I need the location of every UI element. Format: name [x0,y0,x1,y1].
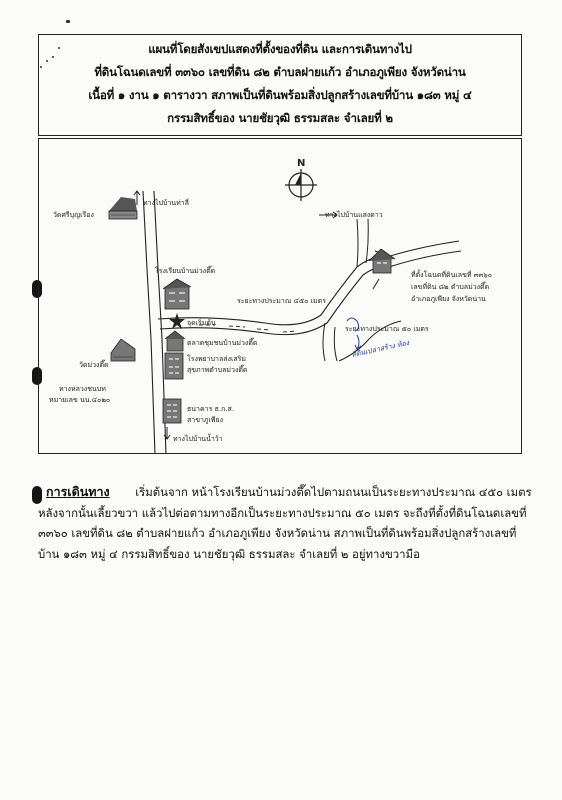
distance-50-label: ระยะทางประมาณ ๕๐ เมตร [345,325,429,333]
travel-title: การเดินทาง [46,484,110,499]
header-area-line: เนื้อที่ ๑ งาน ๑ ตารางวา สภาพเป็นที่ดินพร้อมสิ่งปลูกสร้างเลขที่บ้าน ๑๘๓ หมู่ ๔ [88,88,472,102]
header-title: แผนที่โดยสังเขปแสดงที่ตั้งของที่ดิน และการเดินทางไป [148,42,412,56]
temple-building-icon [109,197,137,219]
scan-speck [66,20,70,23]
side-road-edge-b [334,327,337,361]
school-building-icon [163,279,191,309]
to-tha-li-label: ทางไปบ้านท่าลี่ [143,199,189,207]
travel-text-1: เริ่มต้นจาก หน้าโรงเรียนบ้านม่วงตึ๊ดไปตามถนนเป็นระยะทางประมาณ ๔๕๐ เมตร [135,485,532,499]
to-nam-wa-label: ทางไปบ้านน้ำว้า [173,435,223,443]
highway-label-2: หมายเลข นน.๔๐๒๐ [49,396,111,404]
header-owner-line: กรรมสิทธิ์ของ นายชัยวุฒิ ธรรมสละ จำเลยที่ ๒ [167,111,393,125]
bank-label-1: ธนาคาร ธ.ก.ส. [187,405,235,413]
bank-building-icon [163,399,181,423]
land-label-1: ที่ตั้งโฉนดที่ดินเลขที่ ๓๓๖๐ [411,271,492,279]
side-road-edge-a [323,323,325,361]
travel-line-2: หลังจากนั้นเลี้ยวขวา แล้วไปต่อตามทางอีกเป็นระยะทางประมาณ ๕๐ เมตร จะถึงที่ตั้งที่ดินโฉนดเลขที่ [38,505,527,520]
land-house-icon [369,249,395,273]
handwritten-note: ที่ดินเปล่าสร้าง ห้อง [350,338,410,360]
travel-line-1 [38,482,532,503]
leader-line [373,279,379,289]
distance-450-label: ระยะทางประมาณ ๔๕๐ เมตร [237,297,326,305]
travel-line-3: ๓๓๖๐ เลขที่ดิน ๘๒ ตำบลฝายแก้ว อำเภอภูเพียง จังหวัดน่าน สภาพเป็นที่ดินพร้อมสิ่งปลูกสร้างเลขที่ [38,526,517,540]
temple2-building-icon [111,339,135,361]
travel-description [38,482,532,564]
handwritten-arrow [355,335,361,349]
road-north-edge-b [366,219,368,263]
bank-label-2: สาขาภูเพียง [187,416,224,424]
header-box [38,34,522,136]
road-east-edge-a [387,241,459,257]
school-label: โรงเรียนบ้านม่วงตึ๊ด [155,267,216,275]
land-label-3: อำเภอภูเพียง จังหวัดน่าน [411,295,486,303]
temple1-label: วัดศรีบุญเรือง [53,211,94,219]
start-point-icon [169,313,185,329]
compass-north-label: N [297,158,306,169]
temple2-label: วัดม่วงตึ๊ด [79,361,109,369]
main-road-left-edge [143,191,155,454]
travel-line-4: บ้าน ๑๘๓ หมู่ ๔ กรรมสิทธิ์ของ นายชัยวุฒิ ธรรมสละ จำเลยที่ ๒ อยู่ทางขวามือ [38,546,420,561]
market-label: ตลาดชุมชนบ้านม่วงตึ๊ด [187,339,258,347]
to-saeng-dao-label: ทางไปบ้านแสงดาว [325,211,383,219]
start-point-label: จุดเริ่มต้น [187,319,216,327]
compass-icon [285,169,317,201]
land-label-2: เลขที่ดิน ๘๒ ตำบลม่วงตึ๊ด [411,283,490,291]
highway-label-1: ทางหลวงชนบท [59,385,106,393]
road-north-edge-a [357,219,358,267]
hospital-building-icon [165,353,183,379]
hospital-label-1: โรงพยาบาลส่งเสริม [187,355,246,363]
hospital-label-2: สุขภาพตำบลม่วงตึ๊ด [187,366,248,374]
market-building-icon [165,331,185,351]
sketch-map [38,138,522,454]
header-deed-line: ที่ดินโฉนดเลขที่ ๓๓๖๐ เลขที่ดิน ๘๒ ตำบลฝายแก้ว อำเภอภูเพียง จังหวัดน่าน [94,65,466,79]
